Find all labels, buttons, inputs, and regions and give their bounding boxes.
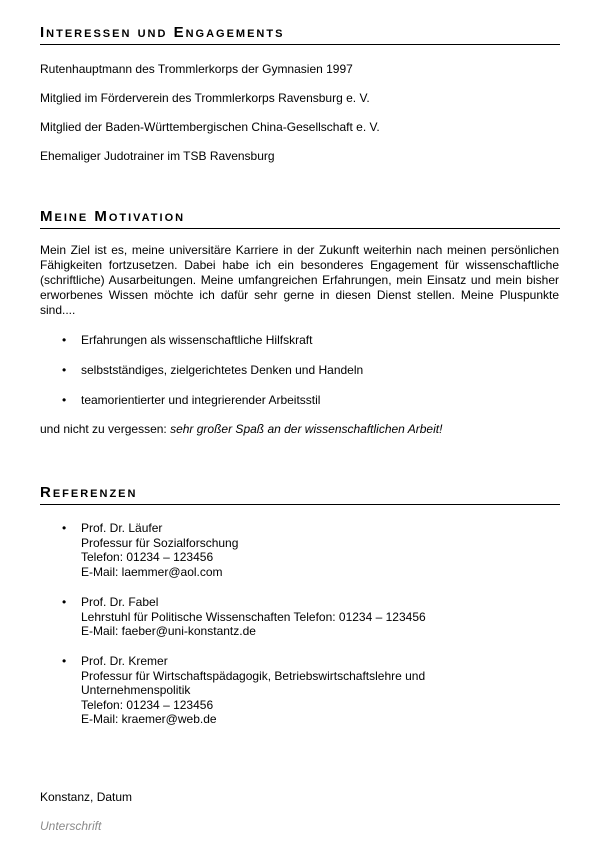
bullet-icon: • xyxy=(62,521,67,535)
interest-item: Mitglied im Förderverein des Trommlerkorps Ravensburg e. V. xyxy=(40,91,370,105)
reference-title: Professur für Wirtschaftspädagogik, Betriebswirtschaftslehre und xyxy=(81,668,426,683)
bullet-icon: • xyxy=(62,654,67,668)
reference-name: Prof. Dr. Läufer xyxy=(81,521,163,535)
signature-placeholder: Unterschrift xyxy=(40,819,102,833)
reference-email[interactable]: E-Mail: faeber@uni-konstantz.de xyxy=(81,624,256,638)
reference-title: Professur für Sozialforschung xyxy=(81,535,239,550)
reference-name: Prof. Dr. Kremer xyxy=(81,654,168,668)
motivation-bullet-text: Erfahrungen als wissenschaftliche Hilfskraft xyxy=(81,333,313,347)
interest-item: Mitglied der Baden-Württembergischen China-Gesellschaft e. V. xyxy=(40,120,380,134)
reference-title: Lehrstuhl für Politische Wissenschaften Telefon: 01234 – 123456 xyxy=(81,609,426,624)
bullet-icon: • xyxy=(62,333,67,347)
bullet-icon: • xyxy=(62,595,67,609)
section-heading-interests: Interessen und Engagements xyxy=(40,24,560,45)
motivation-closing-emphasis: sehr großer Spaß an der wissenschaftlichen Arbeit! xyxy=(170,422,443,436)
motivation-closing-prefix: und nicht zu vergessen: xyxy=(40,422,171,436)
motivation-bullet-text: selbstständiges, zielgerichtetes Denken und Handeln xyxy=(81,363,364,377)
reference-phone: Telefon: 01234 – 123456 xyxy=(81,550,214,564)
reference-name: Prof. Dr. Fabel xyxy=(81,595,159,609)
motivation-closing xyxy=(40,422,442,436)
bullet-icon: • xyxy=(62,363,67,377)
reference-email[interactable]: E-Mail: kraemer@web.de xyxy=(81,712,217,726)
interest-item: Rutenhauptmann des Trommlerkorps der Gymnasien 1997 xyxy=(40,62,353,76)
place-date: Konstanz, Datum xyxy=(40,790,133,804)
interest-item: Ehemaliger Judotrainer im TSB Ravensburg xyxy=(40,149,275,163)
section-heading-references: Referenzen xyxy=(40,484,560,505)
reference-email[interactable]: E-Mail: laemmer@aol.com xyxy=(81,564,223,579)
motivation-paragraph: Mein Ziel ist es, meine universitäre Karriere in der Zukunft weiterhin nach meinen persönlichen Fähigkeiten fortzusetzen. Dabei habe ich ein besonderes Engagement für wissenschaftliche (schriftliche) Ausarbeitungen. Meine umfangreichen Erfahrungen, mein Einsatz und mein bisher erworbenes Wissen möchte ich dafür sehr gerne in diesen Dienst stellen. Meine Pluspunkte sind.... xyxy=(40,243,559,317)
section-heading-motivation: Meine Motivation xyxy=(40,208,560,229)
reference-title-continued: Unternehmenspolitik xyxy=(81,683,191,697)
motivation-bullet-text: teamorientierter und integrierender Arbeitsstil xyxy=(81,393,321,407)
reference-phone: Telefon: 01234 – 123456 xyxy=(81,697,214,712)
bullet-icon: • xyxy=(62,393,67,407)
